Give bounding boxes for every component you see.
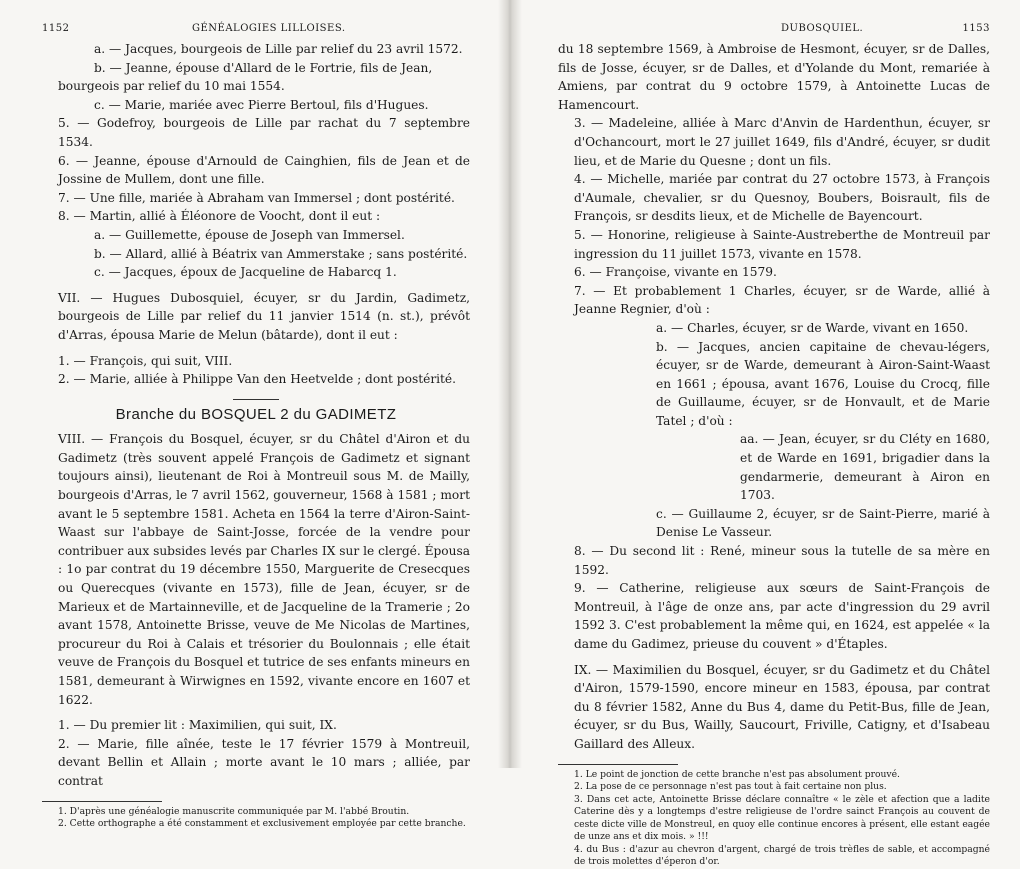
entry-vii-hugues: VII. — Hugues Dubosquiel, écuyer, sr du Jardin, Gadimetz, bourgeois de Lille par relief du 11 janvier 1514 (n. st.), prévôt d'Arras, épousa Marie de Melun (bâtarde), dont il eut : (58, 290, 470, 342)
entry-8a-guillemette: a. — Guillemette, épouse de Joseph van Immersel. (94, 227, 405, 242)
footnote-2: 2. La pose de ce personnage n'est pas tout à fait certaine non plus. (574, 781, 887, 793)
footnote-1: 1. D'après une généalogie manuscrite communiquée par M. l'abbé Broutin. (58, 805, 410, 817)
page-number: 1153 (962, 23, 990, 34)
left-page (0, 0, 500, 830)
entry-vii-child-2: 2. — Marie, alliée à Philippe Van den Heetvelde ; dont postérité. (58, 372, 457, 387)
entry-7-fille: 7. — Une fille, mariée à Abraham van Immersel ; dont postérité. (58, 190, 455, 205)
footnote-rule (42, 801, 162, 802)
entry-7-charles: 7. — Et probablement 1 Charles, écuyer, sr de Warde, allié à Jeanne Regnier, d'où : (574, 283, 990, 317)
footnote-rule (558, 764, 678, 765)
entry-4-michelle: 4. — Michelle, mariée par contrat du 27 octobre 1573, à François d'Aumale, chevalier, sr du Quesnoy, Boubers, Boisrault, fils de François, sr desdits lieux, et de Michelle de Bayencourt. (574, 172, 990, 224)
entry-viii-child-2: 2. — Marie, fille aînée, teste le 17 février 1579 à Montreuil, devant Bellin et Allain ; morte avant le 10 mars ; alliée, par contrat (58, 736, 470, 788)
entry-b-jeanne-cont: bourgeois par relief du 10 mai 1554. (58, 79, 285, 94)
entry-b-jeanne: b. — Jeanne, épouse d'Allard de le Fortrie, fils de Jean, (94, 60, 433, 75)
entry-7b-aa-jean: aa. — Jean, écuyer, sr du Cléty en 1680, et de Warde en 1691, brigadier dans la gendarmerie, demeurant à Airon en 1703. (740, 432, 990, 503)
footnote-4: 4. du Bus : d'azur au chevron d'argent, chargé de trois trèfles de sable, et accompagné de trois molettes d'éperon d'or. (574, 843, 990, 868)
entry-8c-jacques: c. — Jacques, époux de Jacqueline de Habarcq 1. (94, 265, 397, 280)
page-number: 1152 (42, 23, 70, 34)
entry-8-rene: 8. — Du second lit : René, mineur sous la tutelle de sa mère en 1592. (574, 544, 990, 577)
entry-a-jacques: a. — Jacques, bourgeois de Lille par relief du 23 avril 1572. (94, 42, 463, 56)
entry-9-catherine: 9. — Catherine, religieuse aux sœurs de Saint-François de Montreuil, à l'âge de onze ans, par acte d'ingression du 29 avril 1592 3. C'est probablement la même qui, en 1624, est appelée « la dame du Gadimez, prieuse du couvent » d'Étaples. (574, 581, 990, 651)
entry-6-jeanne: 6. — Jeanne, épouse d'Arnould de Cainghien, fils de Jean et de Jossine de Mullem, dont une fille. (58, 153, 470, 187)
entry-viii-francois: VIII. — François du Bosquel, écuyer, sr du Châtel d'Airon et du Gadimetz (très souvent appelé François de Gadimetz et signant toujours ainsi), lieutenant de Roi à Montreuil sous M. de Mailly, bourgeois d'Arras, le 7 avril 1562, gouverneur, 1568 à 1581 ; mort avant le 5 septembre 1581. Acheta en 1564 la terre d'Airon-Saint-Waast sur l'abbaye de Saint-Josse, forcée de la vendre pour contribuer aux subsides levés par Charles IX sur le clergé. Épousa : 1o par contrat du 19 décembre 1550, Marguerite de Cresecques ou Querecques (vivante en 1573), fille de Jean, écuyer, sr de Marieux et de Martainneville, et de Jacqueline de la Tramerie ; 2o avant 1578, Antoinette Brisse, veuve de Me Nicolas de Martines, procureur du Roi à Calais et trésorier du Boulonnais ; elle était veuve de François du Bosquel et tutrice de ses enfants mineurs en 1581, demeurant à Wirwignes en 1592, vivante encore en 1607 et 1622. (58, 432, 470, 707)
entry-5-honorine: 5. — Honorine, religieuse à Sainte-Austreberthe de Montreuil par ingression du 11 juillet 1573, vivante en 1578. (574, 227, 990, 261)
branch-title: Branche du BOSQUEL 2 du GADIMETZ (115, 405, 397, 423)
footnote-2: 2. Cette orthographe a été constamment et exclusivement employée par cette branche. (58, 818, 466, 830)
entry-6-francoise: 6. — Françoise, vivante en 1579. (574, 265, 777, 280)
entry-5-godefroy: 5. — Godefroy, bourgeois de Lille par rachat du 7 septembre 1534. (58, 116, 470, 149)
entry-marie-continued: du 18 septembre 1569, à Ambroise de Hesmont, écuyer, sr de Dalles, fils de Josse, écuyer, sr de Dalles, et d'Yolande du Mont, remariée à Amiens, par contrat du 9 octobre 1579, à Antoinette Lucas de Hamencourt. (558, 42, 990, 112)
entry-7c-guillaume: c. — Guillaume 2, écuyer, sr de Saint-Pierre, marié à Denise Le Vasseur. (656, 506, 990, 540)
entry-7b-jacques: b. — Jacques, ancien capitaine de chevau-légers, écuyer, sr de Warde, demeurant à Airon-Saint-Waast en 1661 ; épousa, avant 1676, Louise du Crocq, fille de Guillaume, écuyer, sr de Honvault, et de Marie Tatel ; d'où : (656, 339, 990, 428)
entry-7a-charles: a. — Charles, écuyer, sr de Warde, vivant en 1650. (656, 320, 969, 335)
section-divider (233, 399, 279, 400)
entry-8b-allard: b. — Allard, allié à Béatrix van Ammerstake ; sans postérité. (94, 246, 468, 261)
entry-c-marie: c. — Marie, mariée avec Pierre Bertoul, fils d'Hugues. (94, 97, 429, 112)
footnote-1: 1. Le point de jonction de cette branche n'est pas absolument prouvé. (574, 768, 900, 780)
running-title: GÉNÉALOGIES LILLOISES. (192, 23, 346, 34)
running-title: DUBOSQUIEL. (781, 23, 864, 34)
right-page (520, 0, 1020, 868)
entry-ix-maximilien: IX. — Maximilien du Bosquel, écuyer, sr du Gadimetz et du Châtel d'Airon, 1579-1590, encore mineur en 1583, épousa, par contrat du 8 février 1582, Anne du Bus 4, dame du Petit-Bus, fille de Jean, écuyer, sr du Bus, Wailly, Saucourt, Friville, Catigny, et d'Isabeau Gaillard des Alleux. (574, 662, 990, 751)
entry-3-madeleine: 3. — Madeleine, alliée à Marc d'Anvin de Hardenthun, écuyer, sr d'Ochancourt, mort le 27 juillet 1649, fils d'André, écuyer, sr dudit lieu, et de Marie du Quesne ; dont un fils. (574, 116, 990, 168)
entry-viii-child-1: 1. — Du premier lit : Maximilien, qui suit, IX. (58, 718, 337, 733)
entry-8-martin: 8. — Martin, allié à Éléonore de Voocht, dont il eut : (58, 209, 381, 224)
right-page-header (558, 20, 990, 40)
entry-vii-child-1: 1. — François, qui suit, VIII. (58, 353, 233, 368)
footnote-3: 3. Dans cet acte, Antoinette Brisse déclare connaître « le zèle et afection que a ladite Caterine dès y a longtemps d'estre religieuse de l'ordre sainct François au couvent de ceste dicte ville de Monstreul, en quoy elle continue encores à présent, elle estant eagée de unze ans et dix mois. » !!! (574, 793, 990, 843)
book-gutter (498, 0, 522, 768)
left-page-header (42, 20, 470, 40)
